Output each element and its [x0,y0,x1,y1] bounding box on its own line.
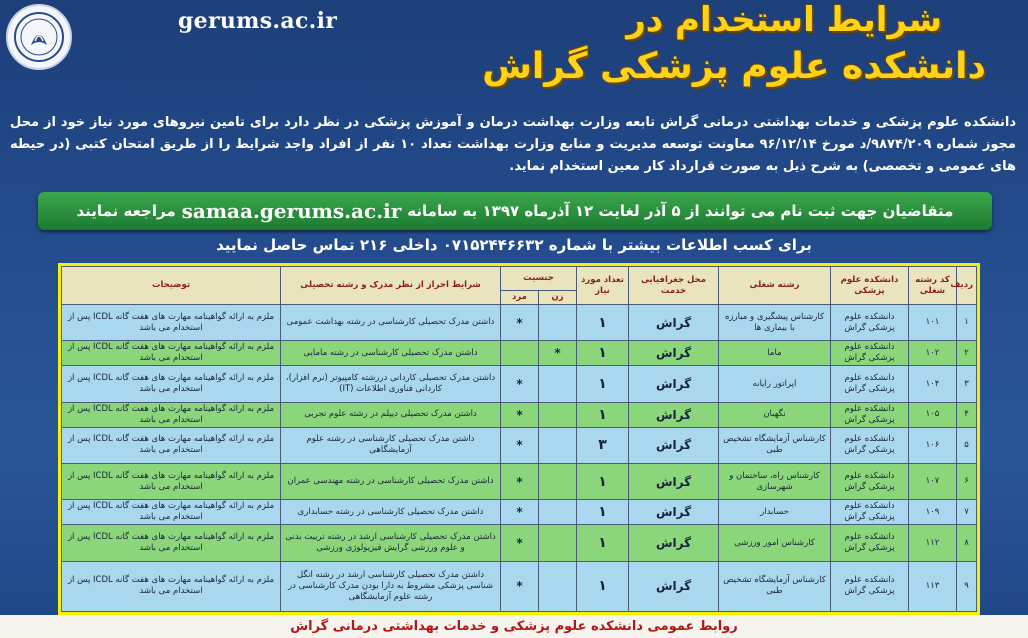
table-row [62,341,977,366]
notes: ملزم به ارائه گواهینامه مهارت های هفت گانه ICDL پس از استخدام می باشد [62,427,281,463]
row-number: ۸ [957,525,977,561]
job-title: نگهبان [719,402,831,427]
unit-name: دانشکده علوم پزشکی گراش [831,525,909,561]
job-title: کارشناس امور ورزشی [719,525,831,561]
job-title: ماما [719,341,831,366]
header-notes: توضیحات [62,267,281,305]
notes: ملزم به ارائه گواهینامه مهارت های هفت گانه ICDL پس از استخدام می باشد [62,366,281,402]
job-title: کارشناس راه، ساختمان و شهرسازی [719,464,831,500]
row-number: ۵ [957,427,977,463]
unit-name: دانشکده علوم پزشکی گراش [831,305,909,341]
male-mark: * [501,366,539,402]
job-code: ۱۰۷ [909,464,957,500]
table-row [62,402,977,427]
notes: ملزم به ارائه گواهینامه مهارت های هفت گانه ICDL پس از استخدام می باشد [62,402,281,427]
required-count: ۱ [577,366,629,402]
unit-name: دانشکده علوم پزشکی گراش [831,561,909,611]
female-mark [539,500,577,525]
table-row [62,366,977,402]
footer: روابط عمومی دانشکده علوم پزشکی و خدمات بهداشتی درمانی گراش [0,615,1028,638]
required-count: ۱ [577,525,629,561]
requirements: داشتن مدرک تحصیلی کارشناسی در رشته مامایی [281,341,501,366]
female-mark [539,427,577,463]
male-mark: * [501,525,539,561]
notes: ملزم به ارائه گواهینامه مهارت های هفت گانه ICDL پس از استخدام می باشد [62,561,281,611]
logo [6,4,72,70]
female-mark [539,561,577,611]
job-title: کارشناس پیشگیری و مبارزه با بیماری ها [719,305,831,341]
requirements: داشتن مدرک تحصیلی کاردانی دررشته کامپیوتر (نرم افزار)، کاردانی فناوری اطلاعات (IT) [281,366,501,402]
job-code: ۱۰۶ [909,427,957,463]
job-code: ۱۰۴ [909,366,957,402]
university-seal-icon [6,4,72,70]
notes: ملزم به ارائه گواهینامه مهارت های هفت گانه ICDL پس از استخدام می باشد [62,305,281,341]
required-count: ۱ [577,464,629,500]
table-row [62,427,977,463]
female-mark: * [539,341,577,366]
male-mark: * [501,402,539,427]
female-mark [539,402,577,427]
job-code: ۱۰۹ [909,500,957,525]
notes: ملزم به ارائه گواهینامه مهارت های هفت گانه ICDL پس از استخدام می باشد [62,500,281,525]
required-count: ۱ [577,341,629,366]
requirements: داشتن مدرک تحصیلی کارشناسی در رشته مهندسی عمران [281,464,501,500]
header-requirements: شرایط احراز از نظر مدرک و رشته تحصیلی [281,267,501,305]
row-number: ۳ [957,366,977,402]
notes: ملزم به ارائه گواهینامه مهارت های هفت گانه ICDL پس از استخدام می باشد [62,525,281,561]
requirements: داشتن مدرک تحصیلی کارشناسی ارشد در رشته انگل شناسی پزشکی مشروط به دارا بودن مدرک کارشناسی در رشته علوم آزمایشگاهی [281,561,501,611]
table-row [62,525,977,561]
header-code: کد رشته شغلی [909,267,957,305]
header-row-no: ردیف [957,267,977,305]
requirements: داشتن مدرک تحصیلی کارشناسی در رشته علوم آزمایشگاهی [281,427,501,463]
job-title: کارشناس آزمایشگاه تشخیص طبی [719,561,831,611]
female-mark [539,525,577,561]
table-row [62,561,977,611]
location: گراش [629,341,719,366]
row-number: ۱ [957,305,977,341]
location: گراش [629,525,719,561]
jobs-table-frame [58,263,980,615]
header-count: تعداد مورد نیاز [577,267,629,305]
table-row [62,500,977,525]
row-number: ۲ [957,341,977,366]
notes: ملزم به ارائه گواهینامه مهارت های هفت گانه ICDL پس از استخدام می باشد [62,464,281,500]
registration-link[interactable]: samaa.gerums.ac.ir [181,199,402,223]
female-mark [539,305,577,341]
row-number: ۷ [957,500,977,525]
row-number: ۹ [957,561,977,611]
required-count: ۱ [577,500,629,525]
male-mark: * [501,464,539,500]
location: گراش [629,427,719,463]
header-location: محل جغرافیایی خدمت [629,267,719,305]
job-title: اپراتور رایانه [719,366,831,402]
job-code: ۱۰۲ [909,341,957,366]
row-number: ۶ [957,464,977,500]
site-url[interactable]: gerums.ac.ir [178,8,338,34]
job-code: ۱۰۱ [909,305,957,341]
header-unit: دانشکده علوم پزشکی [831,267,909,305]
male-mark: * [501,427,539,463]
requirements: داشتن مدرک تحصیلی کارشناسی ارشد در رشته تربیت بدنی و علوم ورزشی گرایش فیزیولوژی ورزشی [281,525,501,561]
row-number: ۴ [957,402,977,427]
male-mark: * [501,561,539,611]
location: گراش [629,500,719,525]
required-count: ۱ [577,402,629,427]
job-title: حسابدار [719,500,831,525]
banner-text-before: متقاضیان جهت ثبت نام می توانند از ۵ آذر لغایت ۱۲ آذرماه ۱۳۹۷ به سامانه [407,202,954,220]
header-gender: جنسیت [501,267,577,291]
required-count: ۳ [577,427,629,463]
location: گراش [629,402,719,427]
table-row [62,305,977,341]
unit-name: دانشکده علوم پزشکی گراش [831,464,909,500]
registration-banner [38,192,992,230]
job-title: کارشناس آزمایشگاه تشخیص طبی [719,427,831,463]
intro-paragraph: دانشکده علوم پزشکی و خدمات بهداشتی درمانی گراش تابعه وزارت بهداشت درمان و آموزش پزشکی در نظر دارد برای تامین نیروهای مورد نیاز خود از محل مجوز شماره ۹۸۷۴/۲۰۹/د مورخ ۹۶/۱۲/۱۴ معاونت توسعه مدیریت و منابع وزارت بهداشت تعداد ۱۰ نفر از افراد واجد شرایط را از طریق امتحان کتبی (در حیطه های عمومی و تخصصی) به شرح ذیل به صورت قرارداد کار معین استخدام نماید. [10,115,1016,174]
unit-name: دانشکده علوم پزشکی گراش [831,341,909,366]
required-count: ۱ [577,561,629,611]
banner-text-after: مراجعه نمایند [76,202,176,220]
table-row [62,464,977,500]
title-line-2: دانشکده علوم پزشکی گراش [482,46,986,87]
header-job: رشته شغلی [719,267,831,305]
male-mark: * [501,305,539,341]
female-mark [539,464,577,500]
female-mark [539,366,577,402]
unit-name: دانشکده علوم پزشکی گراش [831,500,909,525]
requirements: داشتن مدرک تحصیلی کارشناسی در رشته بهداشت عمومی [281,305,501,341]
header-male: مرد [501,291,539,305]
job-code: ۱۰۵ [909,402,957,427]
contact-info: برای کسب اطلاعات بیشتر با شماره ۰۷۱۵۲۴۴۶۶۳۲ داخلی ۲۱۶ تماس حاصل نمایید [216,236,812,254]
location: گراش [629,561,719,611]
location: گراش [629,305,719,341]
unit-name: دانشکده علوم پزشکی گراش [831,366,909,402]
notes: ملزم به ارائه گواهینامه مهارت های هفت گانه ICDL پس از استخدام می باشد [62,341,281,366]
header-female: زن [539,291,577,305]
requirements: داشتن مدرک تحصیلی کارشناسی در رشته حسابداری [281,500,501,525]
job-code: ۱۱۳ [909,561,957,611]
male-mark: * [501,500,539,525]
required-count: ۱ [577,305,629,341]
unit-name: دانشکده علوم پزشکی گراش [831,402,909,427]
location: گراش [629,366,719,402]
requirements: داشتن مدرک تحصیلی دیپلم در رشته علوم تجربی [281,402,501,427]
jobs-table [61,266,977,612]
unit-name: دانشکده علوم پزشکی گراش [831,427,909,463]
location: گراش [629,464,719,500]
job-code: ۱۱۲ [909,525,957,561]
title-line-1: شرایط استخدام در [626,0,942,40]
male-mark [501,341,539,366]
